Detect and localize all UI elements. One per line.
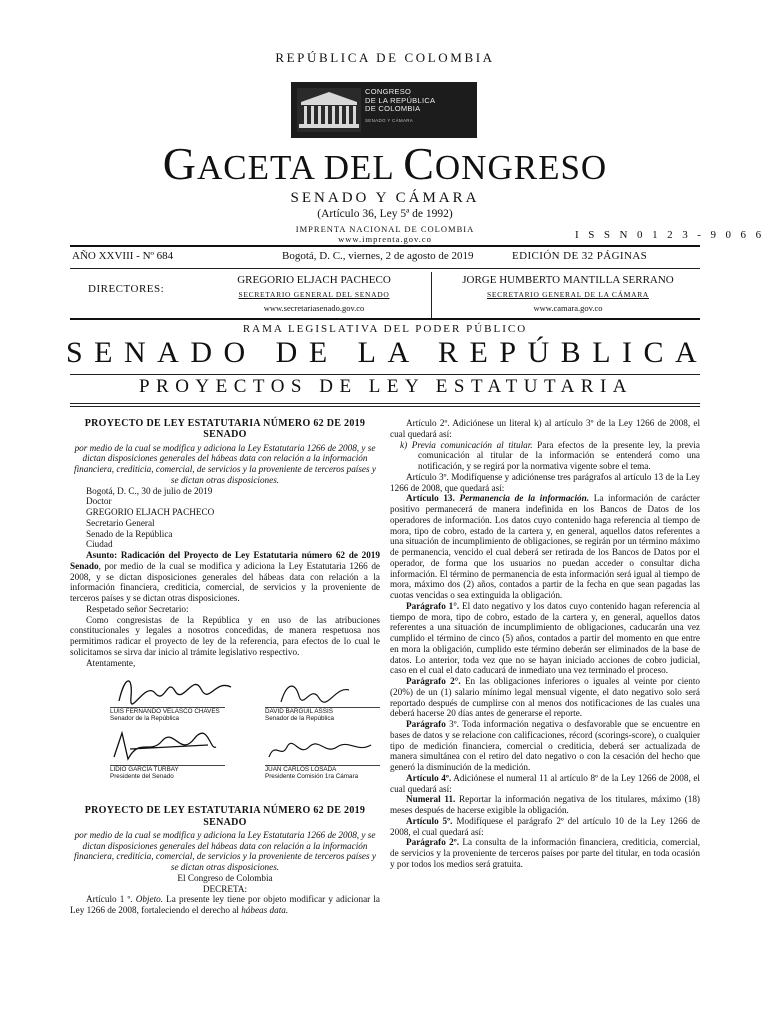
director-senate-name: GREGORIO ELJACH PACHECO [237,274,391,286]
letter-date: Bogotá, D. C., 30 de julio de 2019 [86,485,213,496]
issue-date: Bogotá, D. C., viernes, 2 de agosto de 2019 [282,250,474,262]
printer-name: IMPRENTA NACIONAL DE COLOMBIA [295,224,475,234]
subsection-title: PROYECTOS DE LEY ESTATUTARIA [138,376,634,397]
letter-addressee-5: Ciudad [86,539,113,550]
title-initial-c: C [403,138,435,189]
paragraph-2-label: Parágrafo 2°. [406,676,461,686]
article-13-title: Permanencia de la información. [459,493,590,504]
numeral-11-label: Numeral 11. [406,794,456,805]
logo-line-2: DE LA REPÚBLICA [365,95,436,105]
numeral-11 [390,794,700,816]
article-4-text: Adiciónese el numeral 11 al artículo 8º de la Ley 1266 de 2008, el cual quedará así: [390,772,700,794]
article-2: Artículo 2º. Adiciónese un literal k) al artículo 3º de la Ley 1266 de 2008, el cual quedará así: [390,418,700,439]
logo-caption [365,88,435,125]
signature-2-role: Senador de la República [265,715,334,723]
signature-1-name: LUIS FERNANDO VELASCO CHAVES [110,708,220,716]
gazette-title [0,138,770,194]
signature-block [70,671,380,791]
literal-k-label: k) [400,439,412,450]
article-13 [390,493,700,601]
law-reference: (Artículo 36, Ley 5ª de 1992) [317,208,453,220]
literal-k [390,440,700,472]
title-part-1: ACETA DEL [197,148,404,187]
director-chamber-website: www.camara.gov.co [533,303,603,313]
director-chamber-name: JORGE HUMBERTO MANTILLA SERRANO [462,274,674,286]
director-chamber-role: SECRETARIO GENERAL DE LA CÁMARA [486,290,650,299]
section-rule-3 [70,406,700,407]
article-5-number: Artículo 5º. [406,815,453,826]
signature-scribble-3 [110,727,220,767]
congress-logo [291,82,477,138]
logo-line-1: CONGRESO [365,87,412,96]
issn-number: I S S N 0 1 2 3 - 9 0 6 6 [575,229,765,241]
article-5-text: Modifíquese el parágrafo 2º del artículo 10 de la Ley 1266 de 2008, el cual quedará así: [390,815,700,837]
literal-k-title: Previa comunicación al titular. [411,439,533,450]
edition-pages: EDICIÓN DE 32 PÁGINAS [512,250,648,262]
signature-4 [265,765,380,780]
director-senate [200,274,428,313]
signature-3-role: Presidente del Senado [110,773,174,781]
signature-scribble-4 [265,735,375,765]
literal-k-text: Para efectos de la presente ley, la previa comunicación al titular de la información se entenderá como una notificación, y se regirá por la normativa vigente sobre el tema. [418,439,701,471]
letter-addressee-1: Doctor [86,496,112,507]
paragraph-1-label: Parágrafo 1°. [406,600,460,611]
signature-4-name: JUAN CARLOS LOSADA [265,766,337,774]
letter-addressee-2: GREGORIO ELJACH PACHECO [86,507,215,518]
article-13-text: La información de carácter positivo permanecerá de manera indefinida en los Bancos de Datos de los operadores de información. Los datos cuyo contenido haga referencia al tiempo de mora, tipo de cobro, estado de la cartera y, en general, aquellos datos referentes a una situación de incumplimiento de obligaciones, se regirán por un término máximo de permanencia, vencido el cual deberá ser retirada de los Bancos de Datos por el operador, de forma que los usuarios no puedan acceder o consultar dicha información. El término de permanencia de esta información será igual al tiempo de mora, máximo dos (2) años, contados a partir de la fecha en que sean pagadas las cuotas vencidas o sea extinguida la obligación. [390,493,700,600]
director-senate-website: www.secretariasenado.gov.co [263,303,365,313]
article-3: Artículo 3º. Modifíquense y adiciónense tres parágrafos al artículo 13 de la Ley 1266 de 2008, que quedará así: [390,471,700,493]
article-1-text: La presente ley tiene por objeto modificar y adicionar la Ley 1266 de 2008, fortaleciendo el derecho al [70,894,380,916]
signature-1-role: Senador de la República [110,715,179,723]
paragraph-2-art10-text: La consulta de la información financiera, crediticia, comercial, de servicios y la proveniente de terceros países por parte del titular, en toda ocasión y por todos los medios será gratuita. [390,837,700,869]
section-title: SENADO DE LA REPÚBLICA [66,336,709,369]
paragraph-3 [390,719,700,773]
paragraph-2 [390,676,700,719]
title-initial-g: G [162,138,198,189]
letter-subject [70,550,380,604]
printer-website: www.imprenta.gov.co [338,234,432,244]
article-4 [390,773,700,795]
title-part-2: ONGRESO [434,148,608,187]
signature-2-name: DAVID BARGUIL ASSIS [265,708,333,716]
article-1 [70,894,380,916]
letter-closing: Atentamente, [86,657,136,668]
letter-salutation: Respetado señor Secretario: [86,603,189,614]
branch-label: RAMA LEGISLATIVA DEL PODER PÚBLICO [242,323,528,335]
bill-subtitle-1: por medio de la cual se modifica y adiciona la Ley Estatutaria 1266 de 2008, y se dictan disposiciones generales del hábeas data con relación a la información financiera, crediticia, comercial, de servicios y la proveniente de terceros países y se dictan otras disposiciones. [74,442,376,485]
letter-subject-bold: Asunto: Radicación del Proyecto de Ley Estatutaria número 62 de 2019 Senado [70,550,380,571]
logo-line-3: DE COLOMBIA [365,104,421,114]
bill-subtitle-2: por medio de la cual se modifica y adiciona la Ley Estatutaria 1266 de 2008, y se dictan disposiciones generales del hábeas data con relación a la información financiera, crediticia, comercial, de servicios y la proveniente de terceros países y se dictan otras disposiciones. [74,829,376,873]
logo-small-line: SENADO Y CÁMARA [365,117,414,123]
paragraph-1-text: El dato negativo y los datos cuyo contenido hagan referencia al tiempo de mora, tipo de cobro, estado de la cartera y, en general, aquellos datos referentes a una situación de incumplimiento de obligaciones, caducarán una vez cumplido el término de cinco (5) años, contados a partir del momento en que entre en mora la obligación, cumplido este término deberán ser eliminados de la base de datos. Lo anterior, toda vez que no se hayan iniciado acciones de cobro judicial, caso en el cual el dato caducará de inmediato una vez terminado el proceso. [390,600,700,676]
directors-divider [431,272,432,318]
article-1-term: hábeas data. [241,905,289,916]
article-13-number: Artículo 13. [406,493,460,504]
year-number: AÑO XXVIII - Nº 684 [72,250,174,262]
paragraph-3-label: Parágrafo [406,719,446,729]
signature-3-name: LIDIO GARCÍA TURBAY [110,766,179,774]
decree-label: DECRETA: [202,883,248,894]
left-column [70,418,380,916]
paragraph-2-art10 [390,837,700,869]
masthead-rule-bottom [70,318,700,320]
signature-3 [110,765,225,780]
director-chamber [436,274,700,313]
right-column [390,418,700,870]
decree-congress: El Congreso de Colombia [177,872,273,883]
letter-subject-text: , por medio de la cual se modifica y adiciona la Ley Estatutaria 1266 de 2008, y se dictan disposiciones generales del hábeas data con relación a la información financiera, crediticia, comercial, de servicios y la proveniente de terceros países y se dictan otras disposiciones. [70,560,380,604]
signature-1 [110,707,225,722]
masthead-rule-top [70,245,700,247]
numeral-11-text: Reportar la información negativa de los titulares, máximo (18) meses después de hacerse exigible la obligación. [390,794,700,815]
bill-heading-1: PROYECTO DE LEY ESTATUTARIA NÚMERO 62 DE 2019 SENADO [84,418,366,441]
signature-2 [265,707,380,722]
directors-label: DIRECTORES: [88,283,165,295]
letter-addressee-3: Secretario General [86,517,155,528]
paragraph-1 [390,601,700,676]
letter-addressee-4: Senado de la República [86,528,173,539]
paragraph-3-text: 3º. Toda información negativa o desfavorable que se encuentre en bases de datos y se relacione con calificaciones, récord (scorings-score), o cualquier tipo de medición financiera, comercial o crediticia, deberá ser actualizada de manera simultánea con el retiro del dato negativo o con la cesación del hecho que generó la disminución de la medición. [390,719,700,772]
article-1-title: Objeto. [135,894,164,905]
signature-4-role: Presidente Comisión 1ra Cámara [265,773,359,781]
article-1-number: Artículo 1 º. [86,894,136,905]
chamber-subtitle: SENADO Y CÁMARA [290,190,480,206]
signature-scribble-2 [275,676,355,708]
signature-scribble-1 [115,671,235,709]
letter-body: Como congresistas de la República y en uso de las atribuciones constitucionales y legales a nosotros concedidas, de manera respetuosa nos permitimos radicar el proyecto de ley de la referencia, para efectos de lo cual le solicitamos se sirva dar inicio al trámite legislativo respectivo. [70,614,380,657]
article-4-number: Artículo 4º. [406,772,452,783]
article-5 [390,816,700,838]
republic-label: REPÚBLICA DE COLOMBIA [275,50,495,65]
paragraph-2-art10-label: Parágrafo 2º. [406,837,460,848]
paragraph-2-text: En las obligaciones inferiores o iguales al veinte por ciento (20%) de un (1) salario mínimo legal mensual vigente, el dato negativo solo será reportado después de cumplirse con al menos dos notificaciones de las cuales una deberá hacerse 20 días antes de generarse el reporte. [390,676,700,719]
section-rule-1 [70,374,700,375]
section-rule-2 [70,403,700,404]
bill-heading-2: PROYECTO DE LEY ESTATUTARIA NÚMERO 62 DE 2019 SENADO [84,805,366,828]
printer-info [255,224,515,244]
director-senate-role: SECRETARIO GENERAL DEL SENADO [238,290,390,299]
capitol-building-icon [297,88,361,132]
masthead-rule-mid [70,268,700,269]
